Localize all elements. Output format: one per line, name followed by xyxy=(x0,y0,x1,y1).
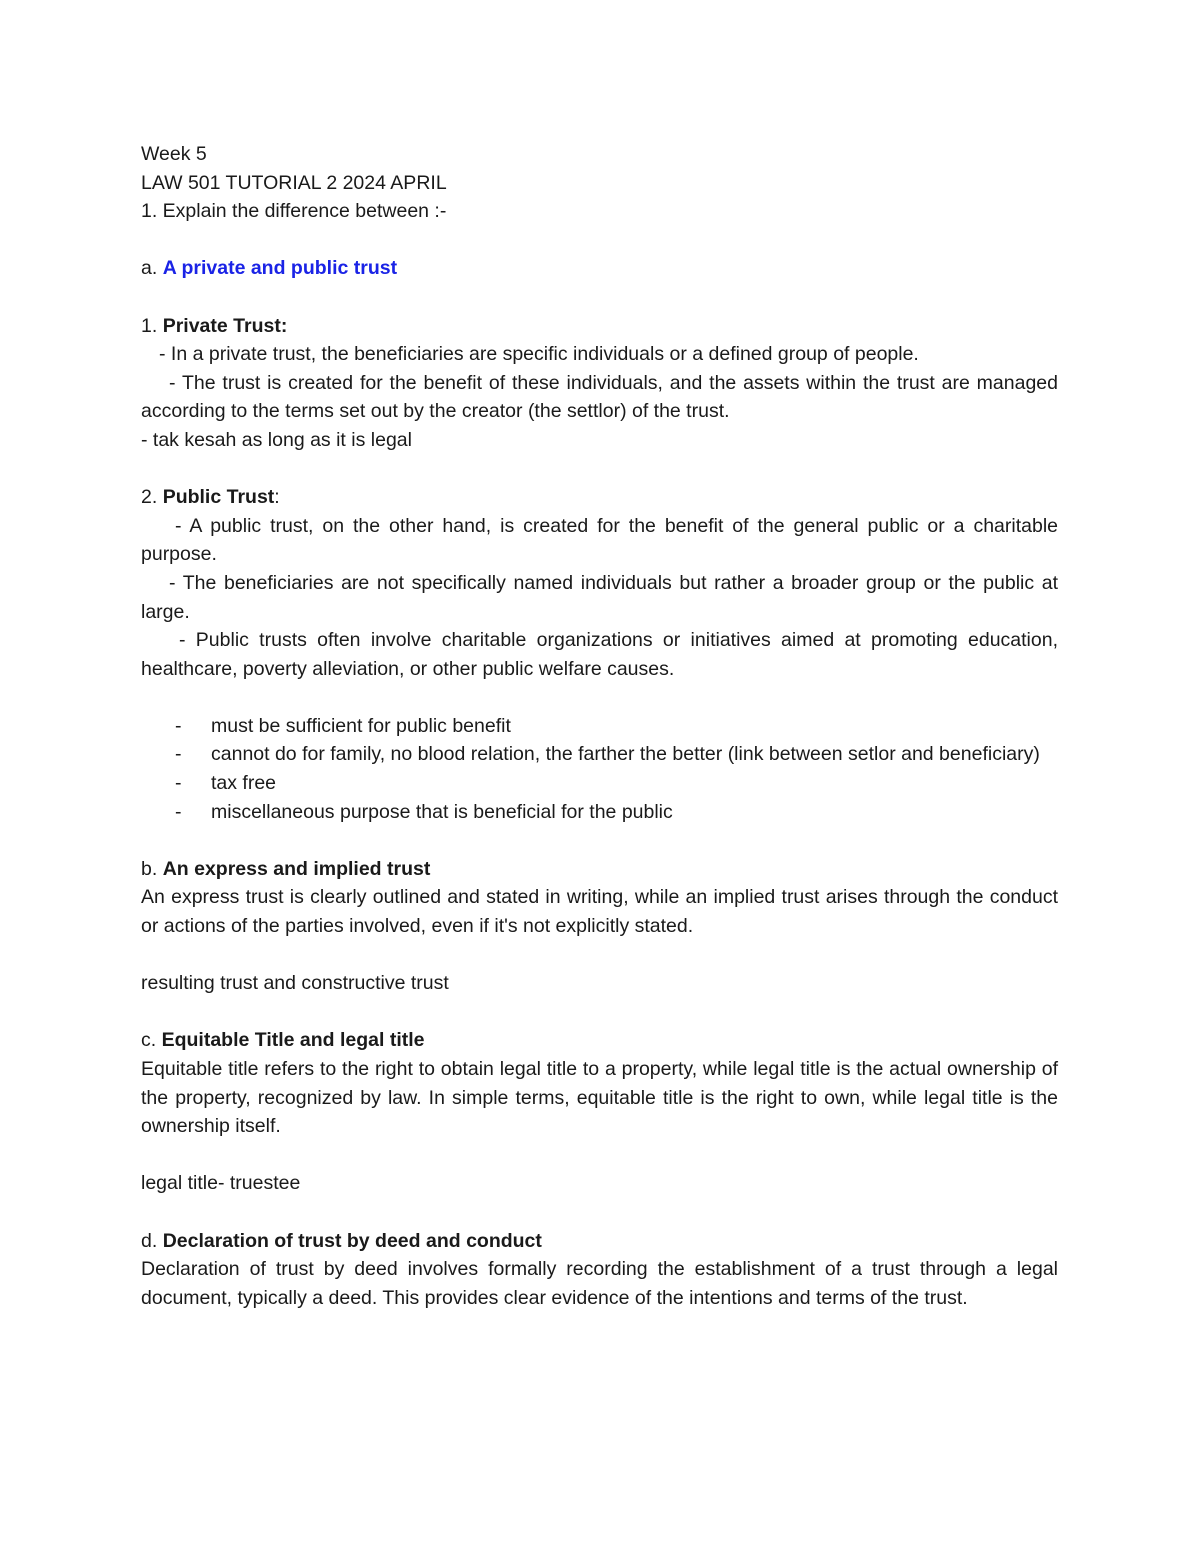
private-trust-number: 1. xyxy=(141,314,163,337)
spacer xyxy=(141,1198,1058,1227)
private-trust-line: - tak kesah as long as it is legal xyxy=(141,428,412,451)
spacer xyxy=(141,226,1058,255)
private-trust-line: - In a private trust, the beneficiaries are specific individuals or a defined group of people. xyxy=(159,343,919,366)
section-c-body: Equitable title refers to the right to obtain legal title to a property, while legal title is the actual ownership of the property, recognized by law. In simple terms, equitable title is the right to own, while legal title is the ownership itself. xyxy=(141,1058,1058,1138)
spacer xyxy=(141,998,1058,1027)
dash-marker: - xyxy=(175,772,182,795)
dash-marker: - xyxy=(175,800,182,823)
section-b-title: An express and implied trust xyxy=(162,857,431,880)
section-b-prefix: b. xyxy=(141,857,163,880)
course-title: LAW 501 TUTORIAL 2 2024 APRIL xyxy=(141,171,447,194)
public-trust-heading xyxy=(141,483,1058,512)
section-d-heading xyxy=(141,1227,1058,1256)
list-item xyxy=(141,712,1058,741)
section-b-heading xyxy=(141,855,1058,884)
public-trust-line: - A public trust, on the other hand, is created for the benefit of the general public or a charitable purpose. xyxy=(141,514,1058,566)
section-c-note: legal title- truestee xyxy=(141,1172,301,1195)
spacer xyxy=(141,683,1058,712)
public-trust-line: - Public trusts often involve charitable organizations or initiatives aimed at promoting education, healthcare, poverty alleviation, or other public welfare causes. xyxy=(141,629,1058,680)
document-page xyxy=(141,140,1058,1312)
public-trust-line: - The beneficiaries are not specifically named individuals but rather a broader group or the public at large. xyxy=(141,571,1058,623)
section-d-title: Declaration of trust by deed and conduct xyxy=(162,1229,542,1252)
spacer xyxy=(141,283,1058,312)
dash-marker: - xyxy=(175,743,182,766)
list-item-text: tax free xyxy=(211,772,277,795)
section-c-prefix: c. xyxy=(141,1029,162,1052)
dash-marker: - xyxy=(175,714,182,737)
spacer xyxy=(141,826,1058,855)
question-text: 1. Explain the difference between :- xyxy=(141,200,447,223)
public-trust-colon: : xyxy=(274,486,280,509)
private-trust-title: Private Trust: xyxy=(162,314,288,337)
list-item-text: cannot do for family, no blood relation, the farther the better (link between setlor and beneficiary) xyxy=(211,743,1040,766)
list-item-text: miscellaneous purpose that is beneficial for the public xyxy=(211,800,673,823)
section-c-title: Equitable Title and legal title xyxy=(161,1029,425,1052)
public-trust-bullet-list xyxy=(141,712,1058,826)
section-a-heading xyxy=(141,254,1058,283)
spacer xyxy=(141,1141,1058,1170)
private-trust-heading xyxy=(141,312,1058,341)
section-b-note: resulting trust and constructive trust xyxy=(141,972,449,995)
section-a-title: A private and public trust xyxy=(162,257,398,280)
spacer xyxy=(141,941,1058,970)
section-a-prefix: a. xyxy=(141,257,163,280)
public-trust-number: 2. xyxy=(141,486,163,509)
public-trust-title: Public Trust xyxy=(162,486,275,509)
section-d-prefix: d. xyxy=(141,1229,163,1252)
week-label: Week 5 xyxy=(141,143,207,165)
list-item xyxy=(141,769,1058,798)
section-b-body: An express trust is clearly outlined and stated in writing, while an implied trust arises through the conduct or actions of the parties involved, even if it's not explicitly stated. xyxy=(141,886,1058,938)
section-d-body: Declaration of trust by deed involves formally recording the establishment of a trust through a legal document, typically a deed. This provides clear evidence of the intentions and terms of the trust. xyxy=(141,1258,1058,1309)
list-item xyxy=(141,740,1058,769)
section-c-heading xyxy=(141,1026,1058,1055)
private-trust-line: - The trust is created for the benefit of these individuals, and the assets within the trust are managed according to the terms set out by the creator (the settlor) of the trust. xyxy=(141,371,1058,423)
list-item-text: must be sufficient for public benefit xyxy=(211,714,511,737)
spacer xyxy=(141,455,1058,484)
list-item xyxy=(141,798,1058,827)
